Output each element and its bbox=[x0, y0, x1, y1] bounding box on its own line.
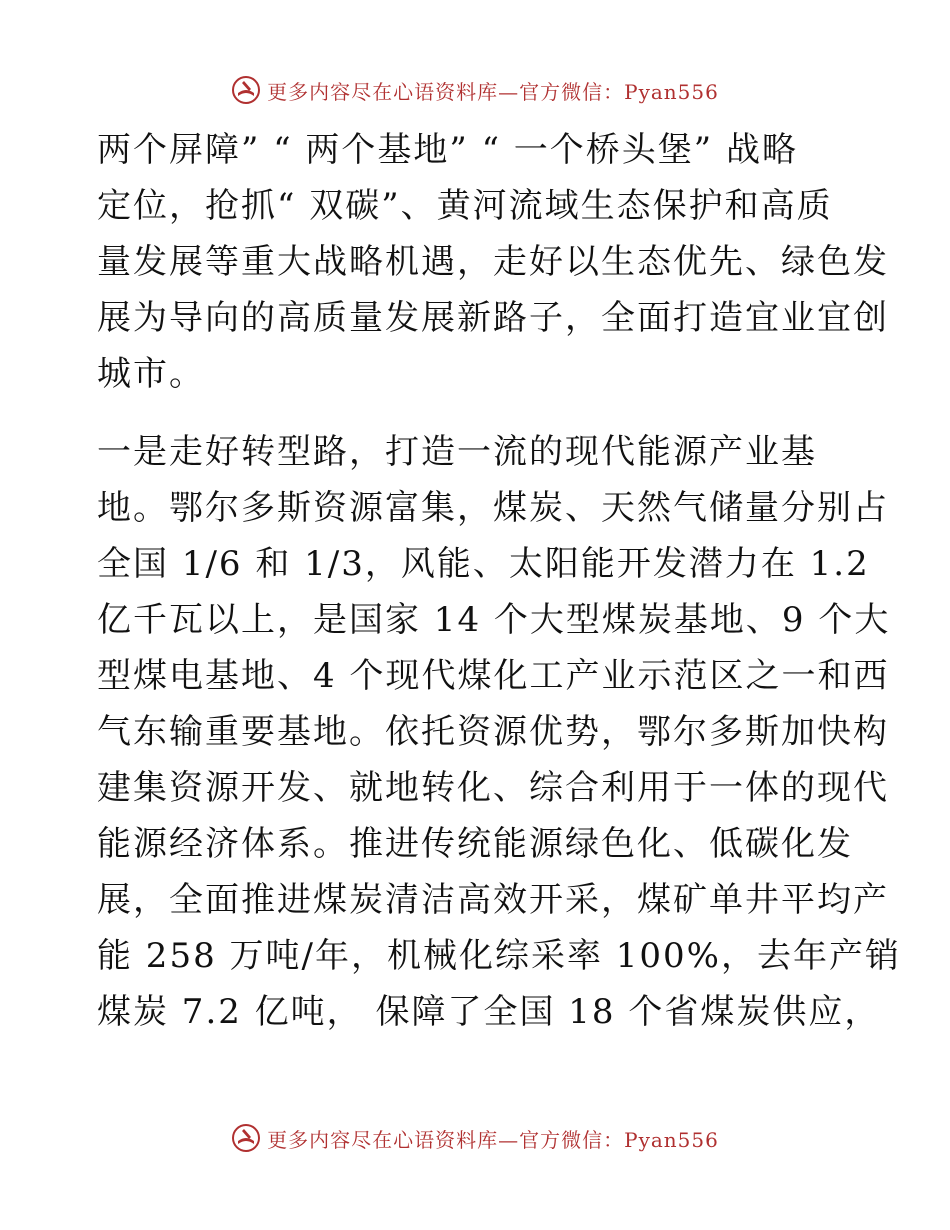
body-line: 城市。 bbox=[97, 354, 205, 394]
body-line: 量发展等重大战略机遇，走好以生态优先、绿色发 bbox=[97, 242, 889, 282]
header-watermark-text: 更多内容尽在心语资料库—官方微信：Pyan556 bbox=[267, 79, 719, 104]
body-line: 全国 1/6 和 1/3，风能、太阳能开发潜力在 1.2 bbox=[97, 544, 870, 584]
body-line: 两个屏障” “ 两个基地” “ 一个桥头堡” 战略 bbox=[97, 130, 798, 170]
footer-watermark bbox=[0, 1118, 950, 1158]
body-line: 一是走好转型路，打造一流的现代能源产业基 bbox=[97, 432, 817, 472]
footer-watermark-text: 更多内容尽在心语资料库—官方微信：Pyan556 bbox=[267, 1127, 719, 1152]
body-line: 地。鄂尔多斯资源富集，煤炭、天然气储量分别占 bbox=[97, 488, 889, 528]
body-line: 型煤电基地、4 个现代煤化工产业示范区之一和西 bbox=[97, 656, 890, 696]
body-line: 展，全面推进煤炭清洁高效开采，煤矿单井平均产 bbox=[97, 880, 889, 920]
book-pen-logo-icon bbox=[231, 1123, 261, 1153]
body-line: 能 258 万吨/年，机械化综采率 100%，去年产销 bbox=[97, 936, 901, 976]
body-line: 展为导向的高质量发展新路子，全面打造宜业宜创 bbox=[97, 298, 889, 338]
body-line: 建集资源开发、就地转化、综合利用于一体的现代 bbox=[97, 768, 889, 808]
body-line: 气东输重要基地。依托资源优势，鄂尔多斯加快构 bbox=[97, 712, 889, 752]
body-line: 亿千瓦以上，是国家 14 个大型煤炭基地、9 个大 bbox=[97, 600, 891, 640]
body-line: 定位，抢抓“ 双碳”、黄河流域生态保护和高质 bbox=[97, 186, 833, 226]
body-line: 能源经济体系。推进传统能源绿色化、低碳化发 bbox=[97, 824, 853, 864]
body-line: 煤炭 7.2 亿吨， 保障了全国 18 个省煤炭供应， bbox=[97, 992, 881, 1032]
